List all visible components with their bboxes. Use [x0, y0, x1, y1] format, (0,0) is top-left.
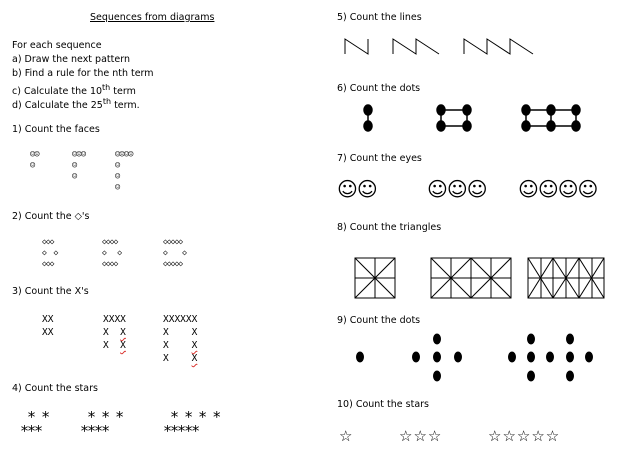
dot [546, 352, 554, 363]
dot [412, 352, 420, 363]
eyes-pattern-3: ☺☺☺☺ [518, 177, 598, 201]
diamonds-pattern-3: ◇◇◇◇◇ ◇ ◇ ◇◇◇◇◇ [163, 237, 186, 268]
faces-pattern-1: ☺☺ ☺ [30, 150, 39, 171]
xs-3-right-1: X [191, 327, 198, 338]
faces-pattern-2: ☺☺☺ ☺ ☺ [72, 150, 86, 182]
instruction-c-end: term [110, 86, 136, 98]
eyes-pattern-2: ☺☺☺ [427, 177, 487, 201]
dot [527, 334, 535, 345]
dot [566, 352, 574, 363]
dot [433, 371, 441, 382]
question-8-label: 8) Count the triangles [337, 222, 442, 233]
xs-2-left-2: X [103, 340, 121, 351]
dot [527, 371, 535, 382]
xs-3-left-2: X [163, 340, 192, 351]
dot [527, 352, 535, 363]
faces-pattern-3: ☺☺☺☺ ☺ ☺ ☺ [115, 150, 133, 193]
dot [566, 334, 574, 345]
dot [585, 352, 593, 363]
xs-3-right-3: X [191, 353, 198, 364]
instruction-b: b) Find a rule for the nth term [12, 68, 154, 79]
question-9-label: 9) Count the dots [337, 315, 421, 326]
question-6-label: 6) Count the dots [337, 83, 421, 94]
instruction-c-text: c) Calculate the 10 [12, 86, 103, 98]
xs-3-left-1: X [163, 327, 192, 338]
instruction-d-end: term. [111, 100, 140, 112]
instruction-c-sup: th [102, 83, 111, 92]
instructions-intro: For each sequence [12, 40, 102, 51]
question-1-label: 1) Count the faces [12, 124, 100, 135]
dot [433, 334, 441, 345]
xs-pattern-2-top: XXXX [103, 314, 126, 325]
question-7-label: 7) Count the eyes [337, 153, 422, 164]
diamonds-pattern-2: ◇◇◇◇ ◇ ◇ ◇◇◇◇ [102, 237, 122, 268]
question-3-label: 3) Count the X's [12, 286, 89, 297]
dot [508, 352, 516, 363]
diamonds-pattern-1: ◇◇◇ ◇ ◇ ◇◇◇ [42, 237, 58, 268]
question-5-label: 5) Count the lines [337, 12, 422, 23]
xs-2-right-1: X [120, 327, 126, 338]
dot [454, 352, 462, 363]
instruction-d-sup: th [102, 97, 112, 106]
question-10-label: 10) Count the stars [337, 399, 430, 410]
xs-2-left-1: X [103, 327, 121, 338]
dot [566, 371, 574, 382]
stars-pattern-1: * * *** [20, 408, 49, 440]
outline-stars-pattern-2: ☆☆☆ [399, 427, 443, 445]
question-2-label: 2) Count the ◇'s [12, 211, 90, 222]
stars-pattern-3: * * * * ***** [163, 408, 220, 440]
outline-stars-pattern-3: ☆☆☆☆☆ [488, 427, 561, 445]
outline-stars-pattern-1: ☆ [339, 427, 354, 445]
xs-pattern-3-top: XXXXXX [163, 314, 198, 325]
dot [433, 352, 441, 363]
instruction-d-text: d) Calculate the 25 [12, 100, 103, 112]
question-4-label: 4) Count the stars [12, 383, 98, 394]
page-title: Sequences from diagrams [90, 12, 215, 23]
eyes-pattern-1: ☺☺ [337, 177, 377, 201]
instruction-a: a) Draw the next pattern [12, 54, 130, 65]
xs-pattern-1: XX XX [42, 314, 54, 338]
xs-2-right-2: X [120, 340, 126, 351]
dot [356, 352, 364, 363]
xs-3-left-3: X [163, 353, 192, 364]
stars-pattern-2: * * * **** [80, 408, 123, 440]
xs-3-right-2: X [191, 340, 198, 351]
